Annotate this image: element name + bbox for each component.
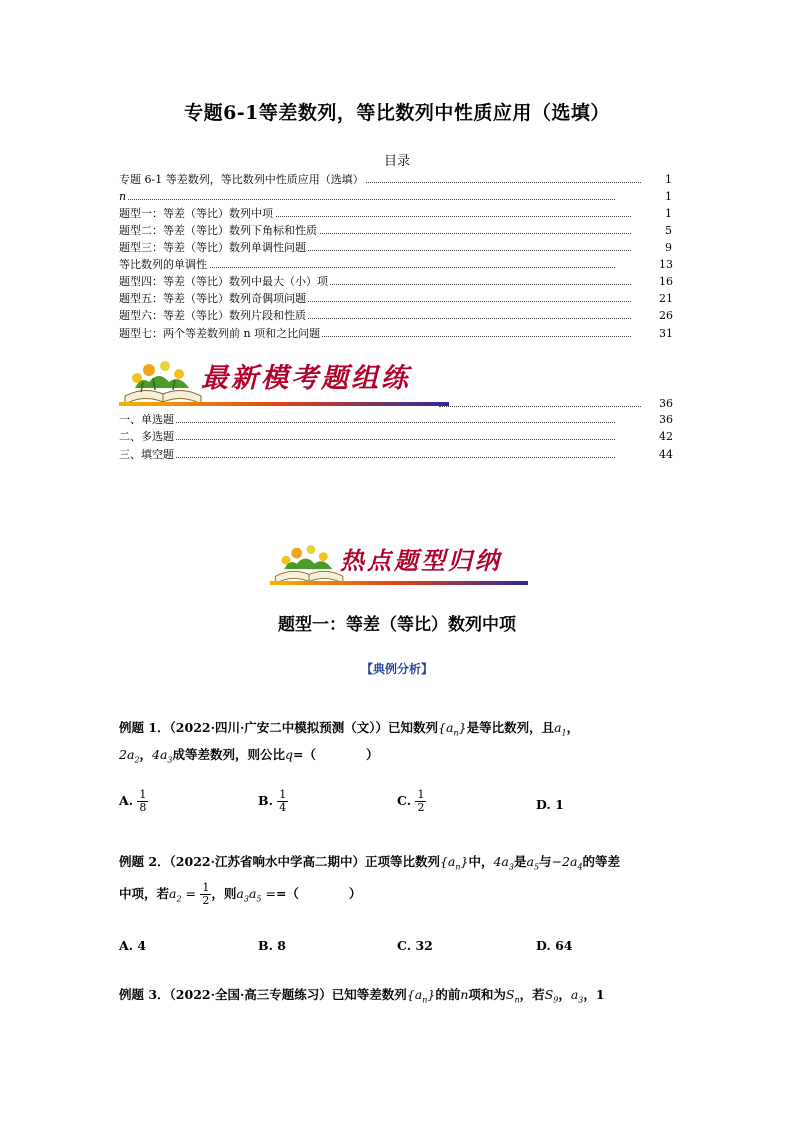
toc-heading: 目录	[383, 154, 410, 169]
option-key: A.	[119, 793, 138, 808]
example-2-blank: =（ ）	[275, 886, 362, 901]
toc-entry[interactable]	[119, 291, 679, 306]
example-2-prefix: 例题 2．（2022·江苏省响水中学高二期中）正项等比数列	[119, 854, 440, 869]
example-1-option-a[interactable]	[119, 789, 148, 814]
example-1-blank: =（ ）	[293, 747, 379, 762]
example-3-mid3: ，若	[519, 987, 545, 1002]
toc-entry[interactable]	[119, 189, 679, 204]
toc-entry[interactable]	[119, 240, 679, 255]
option-key: B.	[258, 793, 278, 808]
open-book-flowers-icon	[270, 537, 350, 587]
option-value: 64	[555, 938, 573, 953]
option-key: D.	[536, 938, 556, 953]
example-2-mid2: 是	[513, 854, 527, 869]
document-title: 专题6-1等差数列，等比数列中性质应用（选填）	[184, 102, 610, 124]
example-2-option-a[interactable]	[119, 938, 146, 953]
toc-entry-page: 16	[659, 275, 673, 288]
example-3-mid: 的前	[435, 987, 461, 1002]
toc-leader-dots	[119, 439, 615, 440]
toc-entry-label: 题型五：等差（等比）数列奇偶项问题	[119, 292, 306, 305]
toc-entry-label: n	[119, 190, 127, 203]
example-1-prefix: 例题 1．（2022·四川·广安二中模拟预测（文））已知数列	[119, 720, 439, 735]
example-1-option-d[interactable]	[536, 797, 564, 812]
toc-entry[interactable]	[119, 257, 679, 272]
example-2-line2b: ，则	[211, 886, 237, 901]
example-1-line-1: 例题 1．（2022·四川·广安二中模拟预测（文））已知数列$\{a_n\}$是等比数列，且$a_1$，	[119, 720, 580, 738]
option-key: B.	[258, 938, 278, 953]
toc-entry-page: 36	[659, 413, 673, 426]
option-fraction: $\frac{1}{8}$	[139, 788, 147, 814]
toc-entry-page: 31	[659, 327, 673, 340]
banner-hot-topics	[270, 537, 530, 587]
example-3-line-1: 例题 3．（2022·全国·高三专题练习）已知等差数列$\{a_n\}$的前n项和为$S_n$，若$S_9$，$a_3$，1	[119, 987, 605, 1005]
toc-entry[interactable]	[119, 172, 679, 187]
toc-entry-page: 1	[665, 190, 672, 203]
toc-entry-label: 三、填空题	[119, 448, 174, 461]
toc-entry-label: 等比数列的单调性	[119, 258, 207, 271]
toc-entry-label: 题型六：等差（等比）数列片段和性质	[119, 309, 306, 322]
banner-latest-exams-text: 最新模考题组练	[201, 363, 411, 394]
open-book-flowers-icon	[119, 352, 209, 408]
toc-exercises-entry[interactable]	[119, 447, 679, 462]
option-value: 4	[137, 938, 147, 953]
example-1-mid: 是等比数列，且	[466, 720, 555, 735]
toc-entry-page: 26	[659, 309, 673, 322]
example-2-mid3: 与	[539, 854, 552, 869]
toc-entry-page: 44	[659, 448, 673, 461]
banner-latest-exams	[119, 352, 449, 408]
toc-entry[interactable]	[119, 326, 679, 341]
toc-entry[interactable]	[119, 274, 679, 289]
option-fraction: $\frac{1}{4}$	[279, 788, 287, 814]
example-2-line-1: 例题 2．（2022·江苏省响水中学高二期中）正项等比数列$\{a_n\}$中，$4a_3$是$a_5$与$-2a_4$的等差	[119, 854, 621, 872]
toc-entry-label: 二、多选题	[119, 430, 174, 443]
option-key: D.	[536, 797, 556, 812]
example-2-option-c[interactable]	[397, 938, 433, 953]
toc-entry-page: 42	[659, 430, 673, 443]
example-2-mid: 中，	[468, 854, 494, 869]
toc-entry-label: 题型七：两个等差数列前 n 项和之比问题	[119, 327, 321, 340]
banner-underline	[119, 402, 449, 406]
example-2-option-d[interactable]	[536, 938, 573, 953]
toc-entry-page: 1	[665, 173, 672, 186]
option-value: 1	[555, 797, 564, 812]
toc-entry-label: 题型一：等差（等比）数列中项	[119, 207, 273, 220]
example-1-option-c[interactable]	[397, 789, 426, 814]
toc-entry-label: 一、单选题	[119, 413, 174, 426]
toc-entry-label: 题型二：等差（等比）数列下角标和性质	[119, 224, 317, 237]
example-1-sep: ，	[139, 747, 153, 762]
option-fraction: $\frac{1}{2}$	[417, 788, 425, 814]
toc-leader-dots	[439, 406, 641, 407]
toc-entry-page: 36	[659, 397, 673, 410]
toc-entry-page: 5	[665, 224, 672, 237]
example-3-prefix: 例题 3．（2022·全国·高三专题练习）已知等差数列	[119, 987, 407, 1002]
toc-entry[interactable]	[119, 206, 679, 221]
toc-entry[interactable]	[119, 308, 679, 323]
option-key: A.	[119, 938, 138, 953]
toc-entry-label: 专题 6-1 等差数列，等比数列中性质应用（选填）	[119, 173, 364, 186]
toc-leader-dots	[119, 457, 615, 458]
banner-hot-topics-text: 热点题型归纳	[340, 546, 502, 575]
section-title: 题型一：等差（等比）数列中项	[278, 615, 516, 635]
example-2-option-b[interactable]	[258, 938, 286, 953]
example-2-line2a: 中项，若	[119, 886, 170, 901]
example-1-line2: 成等差数列，则公比	[172, 747, 286, 762]
toc-exercises-entry[interactable]	[119, 429, 679, 444]
toc-entry-page: 13	[659, 258, 673, 271]
example-2-mid4: 的等差	[582, 854, 621, 869]
toc-entry[interactable]	[119, 223, 679, 238]
option-key: C.	[397, 938, 416, 953]
sub-title: 【典例分析】	[360, 662, 433, 676]
example-1-line-2: $2a_2$，$4a_3$成等差数列，则公比q=（ ）	[119, 747, 379, 765]
option-value: 32	[415, 938, 433, 953]
fraction-one-half: $\frac{1}{2}$	[202, 881, 210, 907]
toc-entry-label: 题型四：等差（等比）数列中最大（小）项	[119, 275, 328, 288]
toc-exercises-entry[interactable]	[119, 412, 679, 427]
toc-entry-page: 1	[665, 207, 672, 220]
option-key: C.	[397, 793, 416, 808]
option-value: 8	[277, 938, 286, 953]
toc-leader-dots	[119, 422, 615, 423]
toc-entry-label: 题型三：等差（等比）数列单调性问题	[119, 241, 306, 254]
example-1-option-b[interactable]	[258, 789, 288, 814]
banner-underline	[270, 581, 528, 585]
toc-entry-page: 21	[659, 292, 673, 305]
example-2-line-2: 中项，若$a_2$ = $\frac{1}{2}$ ，则$a_3a_5$ ==（ ）	[119, 881, 362, 907]
toc-entry-page: 9	[665, 241, 672, 254]
toc-leader-dots	[119, 199, 615, 200]
example-3-mid2: 项和为	[468, 987, 506, 1002]
example-3-end: ，1	[583, 987, 605, 1002]
